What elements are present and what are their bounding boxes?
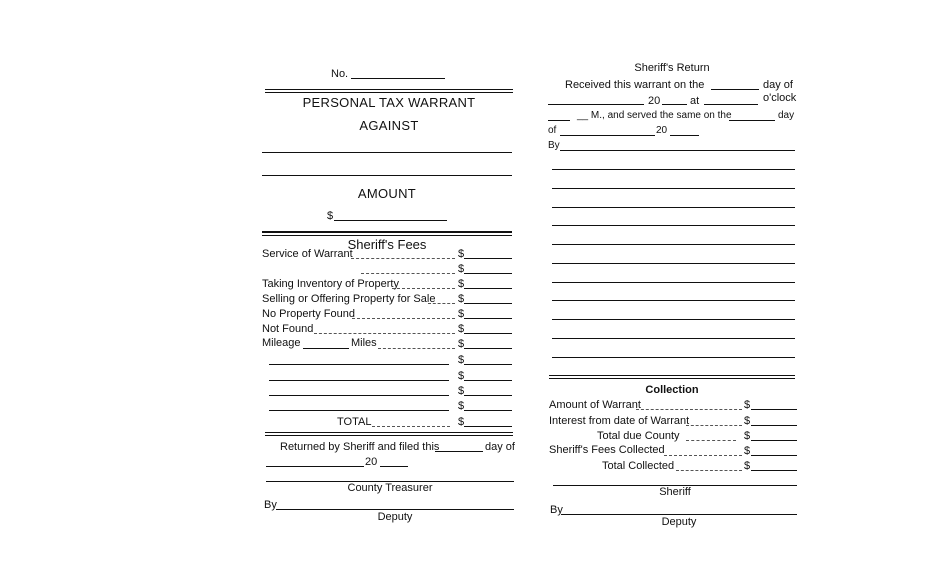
fee-amount-line[interactable] <box>464 318 512 319</box>
return-blank-line[interactable] <box>552 357 795 358</box>
mileage-field-line[interactable] <box>303 348 349 349</box>
returned-day-of: day of <box>485 441 515 453</box>
collection-label-fees: Sheriff's Fees Collected <box>549 444 665 456</box>
return-blank-line[interactable] <box>552 300 795 301</box>
collection-leader <box>636 409 742 410</box>
served-day: day <box>778 110 795 121</box>
deputy-signature-line[interactable] <box>276 509 514 510</box>
fee-amount-line[interactable] <box>464 273 512 274</box>
return-blank-line[interactable] <box>552 225 795 226</box>
fee-label-no-property: No Property Found <box>262 308 355 320</box>
blank-fee-line[interactable] <box>269 395 449 396</box>
title-rule <box>265 89 513 93</box>
collection-deputy-line[interactable] <box>561 514 797 515</box>
return-blank-line[interactable] <box>552 188 795 189</box>
collection-label-total-collected: Total Collected <box>602 460 675 472</box>
fee-amount-line[interactable] <box>464 258 512 259</box>
served-twenty: 20 <box>656 125 668 136</box>
blank-fee-line[interactable] <box>269 364 449 365</box>
fee-label-inventory: Taking Inventory of Property <box>262 278 399 290</box>
sheriff-label: Sheriff <box>659 486 691 498</box>
fee-label-selling: Selling or Offering Property for Sale <box>262 293 436 305</box>
fee-dollar: $ <box>458 400 465 412</box>
by-label: By <box>264 499 277 511</box>
return-blank-line[interactable] <box>552 319 795 320</box>
received-time-line[interactable] <box>704 104 758 105</box>
collection-leader <box>686 425 742 426</box>
collection-heading: Collection <box>645 384 699 396</box>
served-year-line[interactable] <box>670 135 699 136</box>
returned-rule <box>265 432 513 436</box>
served-text: __ M., and served the same on the <box>577 110 732 121</box>
fee-dollar: $ <box>458 278 465 290</box>
fee-amount-line[interactable] <box>464 410 512 411</box>
fee-amount-line[interactable] <box>464 288 512 289</box>
collection-leader <box>686 440 736 441</box>
amount-label: AMOUNT <box>357 186 417 201</box>
return-blank-line[interactable] <box>552 263 795 264</box>
fee-amount-line[interactable] <box>464 303 512 304</box>
collection-label-interest: Interest from date of Warrant <box>549 415 690 427</box>
blank-fee-line[interactable] <box>269 410 449 411</box>
fee-leader <box>352 318 455 319</box>
served-date-line[interactable] <box>560 135 655 136</box>
fee-amount-line[interactable] <box>464 395 512 396</box>
fee-label-service: Service of Warrant <box>262 248 353 260</box>
collection-by-label: By <box>550 504 563 516</box>
fee-amount-line[interactable] <box>464 348 512 349</box>
deputy-label: Deputy <box>377 511 413 523</box>
served-of: of <box>548 125 557 136</box>
no-label: No. <box>331 68 349 80</box>
fee-dollar: $ <box>458 263 465 275</box>
collection-leader <box>664 455 742 456</box>
fee-leader <box>378 348 455 349</box>
fee-dollar: $ <box>458 308 465 320</box>
received-day-line[interactable] <box>711 89 759 90</box>
returned-text: Returned by Sheriff and filed this <box>280 441 440 453</box>
collection-amount-line[interactable] <box>751 409 797 410</box>
received-at: at <box>690 95 700 107</box>
county-treasurer-label: County Treasurer <box>347 482 433 494</box>
fee-dollar: $ <box>458 338 465 350</box>
total-amount-line[interactable] <box>464 426 512 427</box>
collection-rule <box>549 375 795 379</box>
fees-heading: Sheriff's Fees <box>347 237 427 252</box>
collection-dollar: $ <box>744 445 751 457</box>
collection-amount-line[interactable] <box>751 455 797 456</box>
collection-dollar: $ <box>744 460 751 472</box>
collection-amount-line[interactable] <box>751 425 797 426</box>
collection-dollar: $ <box>744 415 751 427</box>
sheriffs-return-heading: Sheriff's Return <box>634 62 710 74</box>
collection-dollar: $ <box>744 399 751 411</box>
received-date-line[interactable] <box>548 104 644 105</box>
return-by-label: By <box>548 140 560 151</box>
fee-dollar: $ <box>458 323 465 335</box>
fee-leader <box>314 333 455 334</box>
fee-amount-line[interactable] <box>464 364 512 365</box>
collection-label-total-due: Total due County <box>597 430 680 442</box>
fee-amount-line[interactable] <box>464 380 512 381</box>
returned-year-line[interactable] <box>380 466 408 467</box>
collection-deputy-label: Deputy <box>661 516 697 528</box>
mileage-label: Mileage <box>262 337 301 349</box>
blank-fee-line[interactable] <box>269 380 449 381</box>
return-blank-line[interactable] <box>552 207 795 208</box>
received-twenty: 20 <box>648 95 661 107</box>
fee-dollar: $ <box>458 354 465 366</box>
received-day-of: day of <box>763 79 793 91</box>
warrant-title: PERSONAL TAX WARRANT <box>302 95 476 110</box>
amount-field-line[interactable] <box>334 220 447 221</box>
fee-dollar: $ <box>458 248 465 260</box>
collection-amount-line[interactable] <box>751 470 797 471</box>
fees-rule-top <box>262 231 512 233</box>
return-by-line[interactable] <box>560 150 795 151</box>
received-text: Received this warrant on the <box>565 79 705 91</box>
collection-amount-line[interactable] <box>751 440 797 441</box>
total-label: TOTAL <box>337 416 372 428</box>
collection-leader <box>676 470 742 471</box>
total-leader <box>372 426 450 427</box>
fee-leader <box>428 303 455 304</box>
return-blank-line[interactable] <box>552 282 795 283</box>
collection-dollar: $ <box>744 430 751 442</box>
against-label: AGAINST <box>359 118 419 133</box>
fee-label-not-found: Not Found <box>262 323 314 335</box>
returned-day-line[interactable] <box>435 451 483 452</box>
total-dollar: $ <box>458 416 465 428</box>
against-line-2[interactable] <box>262 175 512 176</box>
return-blank-line[interactable] <box>552 244 795 245</box>
against-line-1[interactable] <box>262 152 512 153</box>
returned-year-prefix: 20 <box>365 456 378 468</box>
fee-dollar: $ <box>458 385 465 397</box>
return-blank-line[interactable] <box>552 338 795 339</box>
fee-leader <box>361 273 455 274</box>
no-field-line[interactable] <box>351 78 445 79</box>
fee-leader <box>351 258 455 259</box>
returned-date-line[interactable] <box>266 466 364 467</box>
fee-dollar: $ <box>458 293 465 305</box>
collection-label-amount: Amount of Warrant <box>549 399 641 411</box>
fee-dollar: $ <box>458 370 465 382</box>
served-day-line[interactable] <box>729 120 775 121</box>
return-blank-line[interactable] <box>552 169 795 170</box>
served-hour-line[interactable] <box>548 120 570 121</box>
received-oclock: o'clock <box>763 92 797 104</box>
fees-rule-second <box>262 235 512 236</box>
received-year-line[interactable] <box>662 104 687 105</box>
fee-amount-line[interactable] <box>464 333 512 334</box>
fee-leader <box>392 288 455 289</box>
amount-dollar: $ <box>327 210 334 222</box>
miles-label: Miles <box>351 337 377 349</box>
